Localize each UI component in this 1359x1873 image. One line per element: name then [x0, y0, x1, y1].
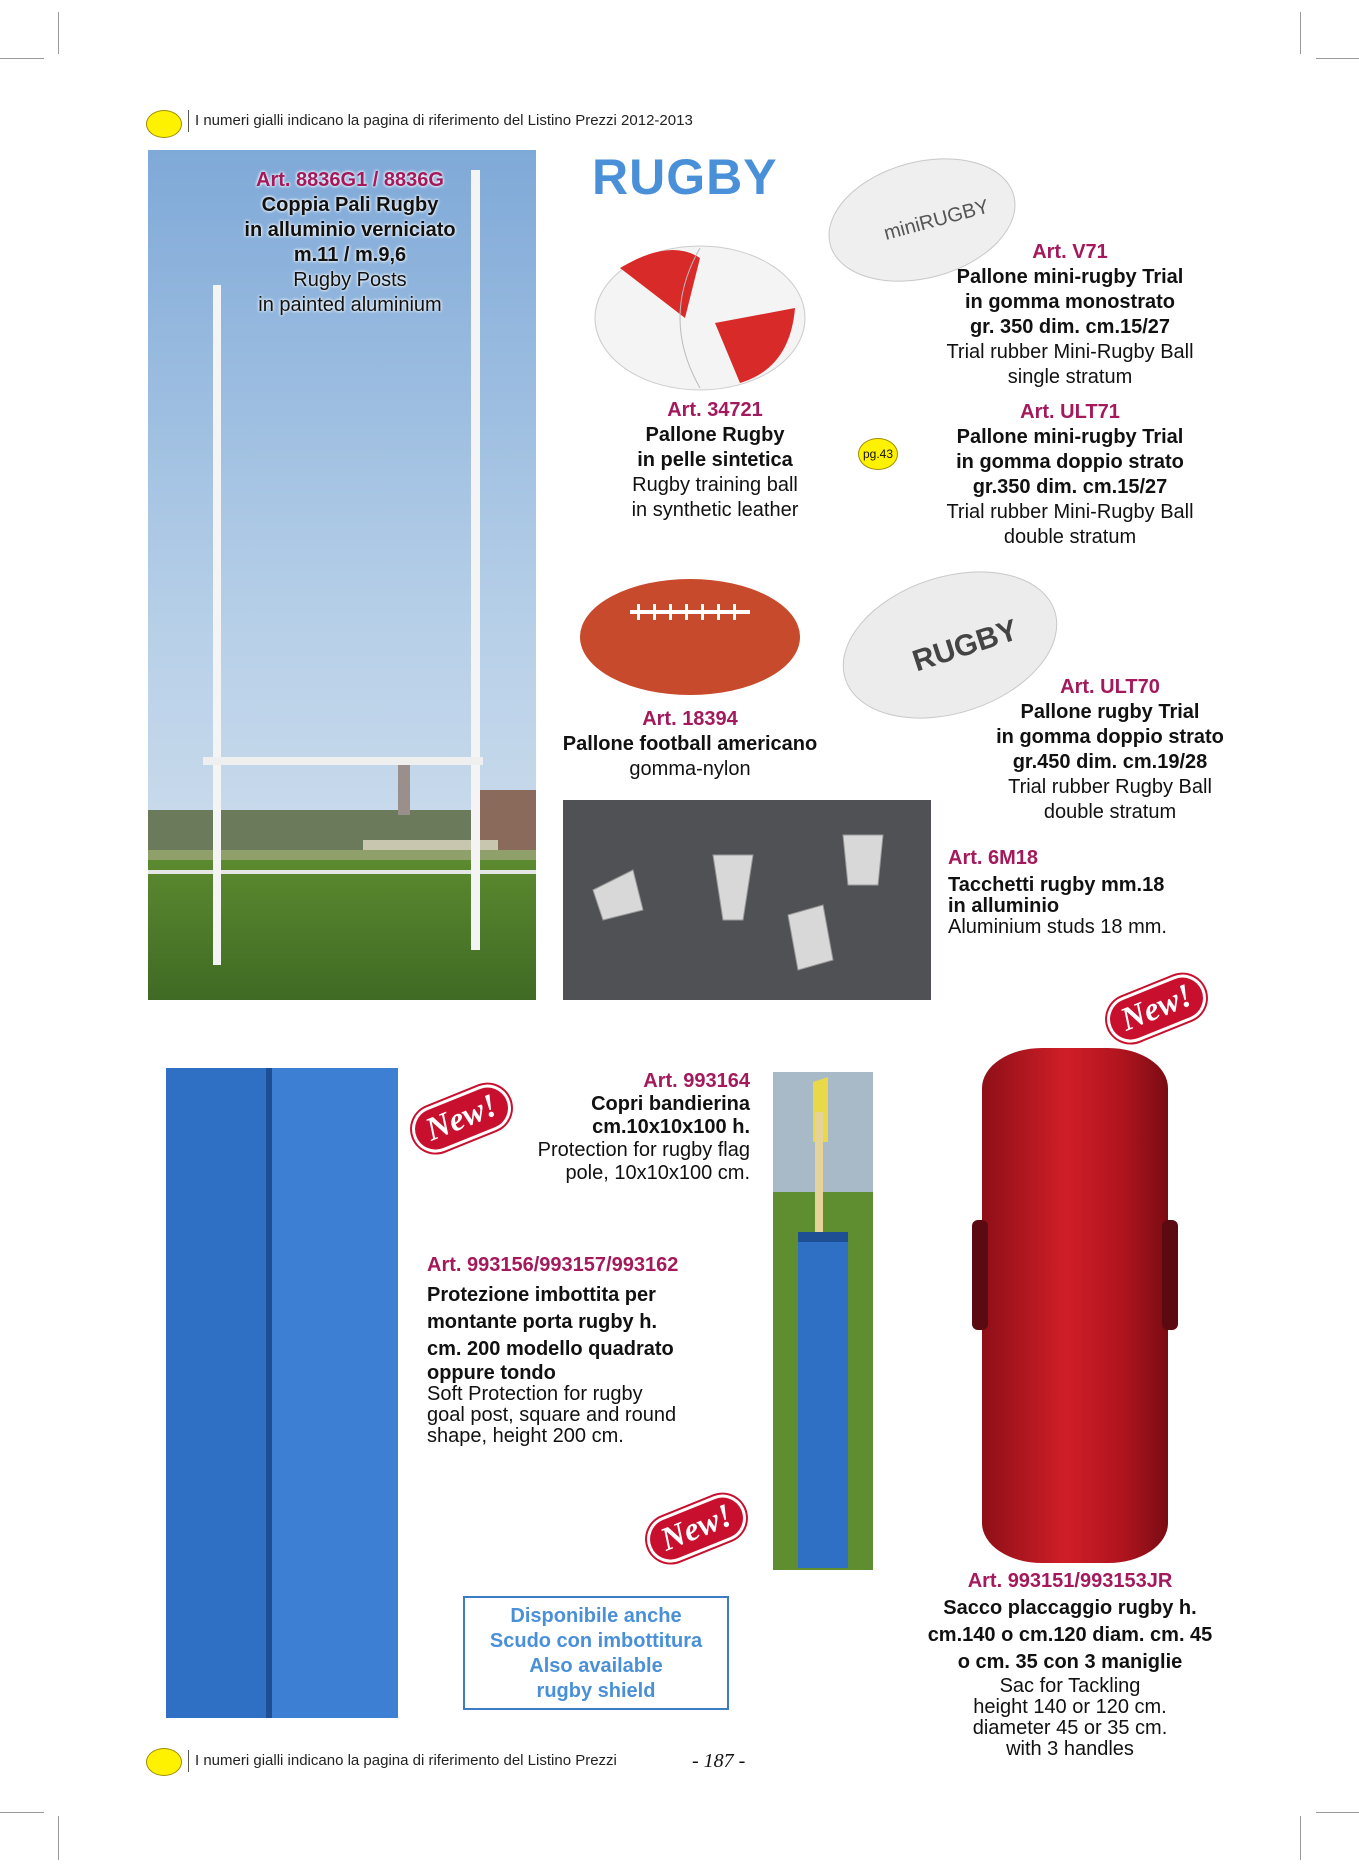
price-list-dot-icon	[146, 1748, 182, 1776]
posts-line: m.11 / m.9,6	[293, 244, 407, 266]
tackle-bag-caption	[900, 1568, 1240, 1760]
post-protection-photo	[148, 1058, 418, 1728]
article-code: Art. ULT70	[1060, 676, 1160, 698]
box-line: Disponibile anche	[510, 1605, 682, 1627]
ball-v71-caption	[920, 240, 1220, 390]
posts-line: Rugby Posts	[293, 269, 407, 291]
flag-cover-caption	[470, 1070, 750, 1185]
posts-art: Art. 8836G1 / 8836G	[256, 169, 444, 191]
crop-mark	[0, 58, 44, 59]
svg-text:miniRUGBY: miniRUGBY	[881, 195, 992, 245]
caption-line: in gomma doppio strato	[956, 451, 1184, 473]
caption-line: Sac for Tackling	[999, 1675, 1141, 1697]
caption-line: single stratum	[1007, 366, 1133, 388]
caption-line: height 140 or 120 cm.	[973, 1696, 1167, 1718]
page-title: RUGBY	[592, 149, 778, 205]
article-code: Art. V71	[1032, 241, 1108, 263]
page-number: - 187 -	[692, 1750, 746, 1772]
caption-line: Copri bandierina	[591, 1093, 750, 1115]
caption-line: Protection for rugby flag	[537, 1139, 750, 1161]
crop-mark	[1316, 58, 1359, 59]
ball-ult70-caption	[960, 675, 1260, 825]
caption-line: Protezione imbottita per	[427, 1284, 656, 1306]
caption-line: cm.10x10x100 h.	[592, 1116, 750, 1138]
caption-line: Soft Protection for rugby	[427, 1383, 643, 1405]
caption-line: in alluminio	[948, 895, 1060, 917]
caption-line: Pallone Rugby	[645, 424, 785, 446]
studs-caption	[948, 848, 1248, 938]
caption-line: diameter 45 or 35 cm.	[972, 1717, 1168, 1739]
crop-mark	[0, 1812, 44, 1813]
crop-mark	[1316, 1812, 1359, 1813]
svg-text:RUGBY: RUGBY	[908, 613, 1022, 679]
posts-caption	[200, 168, 500, 318]
caption-line: in gomma monostrato	[964, 291, 1175, 313]
posts-line: Coppia Pali Rugby	[261, 194, 439, 216]
article-code: Art. 18394	[642, 708, 738, 730]
caption-line: pole, 10x10x100 cm.	[565, 1162, 750, 1184]
new-badge: New!	[405, 1077, 518, 1159]
caption-line: double stratum	[1003, 526, 1137, 548]
footer-note: I numeri gialli indicano la pagina di riferimento del Listino Prezzi	[188, 1750, 617, 1772]
article-code: Art. 993151/993153JR	[967, 1570, 1173, 1592]
price-list-dot-icon	[146, 110, 182, 138]
box-line: rugby shield	[536, 1680, 656, 1702]
caption-line: Trial rubber Mini-Rugby Ball	[946, 341, 1194, 363]
caption-line: Sacco placcaggio rugby h.	[943, 1597, 1197, 1619]
rugby-ball-red-white-image	[590, 238, 810, 398]
caption-line: goal post, square and round	[427, 1404, 677, 1426]
also-available-box	[463, 1596, 729, 1710]
caption-line: cm.140 o cm.120 diam. cm. 45	[927, 1624, 1213, 1646]
caption-line: Pallone football americano	[562, 733, 818, 755]
caption-line: Trial rubber Rugby Ball	[1008, 776, 1212, 798]
caption-line: Tacchetti rugby mm.18	[948, 874, 1165, 896]
box-line: Also available	[529, 1655, 663, 1677]
caption-line: in gomma doppio strato	[996, 726, 1224, 748]
caption-line: Pallone mini-rugby Trial	[956, 426, 1184, 448]
caption-line: Rugby training ball	[632, 474, 798, 496]
caption-line: shape, height 200 cm.	[427, 1425, 624, 1447]
caption-line: Pallone rugby Trial	[1020, 701, 1200, 723]
caption-line: gomma-nylon	[629, 758, 751, 780]
flag-pole-cover-photo	[773, 1072, 873, 1570]
article-code: Art. ULT71	[1020, 401, 1120, 423]
ball-34721-caption	[590, 398, 840, 523]
box-line: Scudo con imbottitura	[489, 1630, 703, 1652]
caption-line: montante porta rugby h.	[427, 1311, 657, 1333]
page-ref-badge: pg.43	[858, 438, 898, 470]
caption-line: cm. 200 modello quadrato	[427, 1338, 674, 1360]
caption-line: in synthetic leather	[631, 499, 799, 521]
new-badge: New!	[1100, 967, 1213, 1049]
aluminium-studs-photo	[563, 800, 931, 1000]
caption-line: Pallone mini-rugby Trial	[956, 266, 1184, 288]
caption-line: gr. 350 dim. cm.15/27	[969, 316, 1171, 338]
article-code: Art. 34721	[667, 399, 763, 421]
caption-line: o cm. 35 con 3 maniglie	[957, 1651, 1183, 1673]
caption-line: Aluminium studs 18 mm.	[948, 916, 1167, 938]
crop-mark	[1300, 12, 1301, 54]
ball-18394-caption	[555, 707, 825, 782]
article-code: Art. 993156/993157/993162	[427, 1254, 679, 1276]
post-protection-caption	[427, 1255, 747, 1447]
posts-line: in painted aluminium	[258, 294, 442, 316]
caption-line: oppure tondo	[427, 1362, 556, 1384]
caption-line: gr.350 dim. cm.15/27	[972, 476, 1168, 498]
caption-line: double stratum	[1043, 801, 1177, 823]
crop-mark	[1300, 1816, 1301, 1860]
posts-line: in alluminio verniciato	[244, 219, 456, 241]
new-badge: New!	[640, 1487, 753, 1569]
caption-line: with 3 handles	[1006, 1738, 1134, 1760]
caption-line: gr.450 dim. cm.19/28	[1012, 751, 1208, 773]
caption-line: Trial rubber Mini-Rugby Ball	[946, 501, 1194, 523]
caption-line: in pelle sintetica	[637, 449, 793, 471]
tackle-bag-photo	[970, 1040, 1180, 1570]
article-code: Art. 6M18	[948, 847, 1039, 869]
crop-mark	[58, 12, 59, 54]
crop-mark	[58, 1816, 59, 1860]
article-code: Art. 993164	[643, 1070, 750, 1092]
american-football-image	[575, 572, 805, 702]
header-note: I numeri gialli indicano la pagina di riferimento del Listino Prezzi 2012-2013	[188, 110, 693, 132]
ball-ult71-caption	[920, 400, 1220, 550]
